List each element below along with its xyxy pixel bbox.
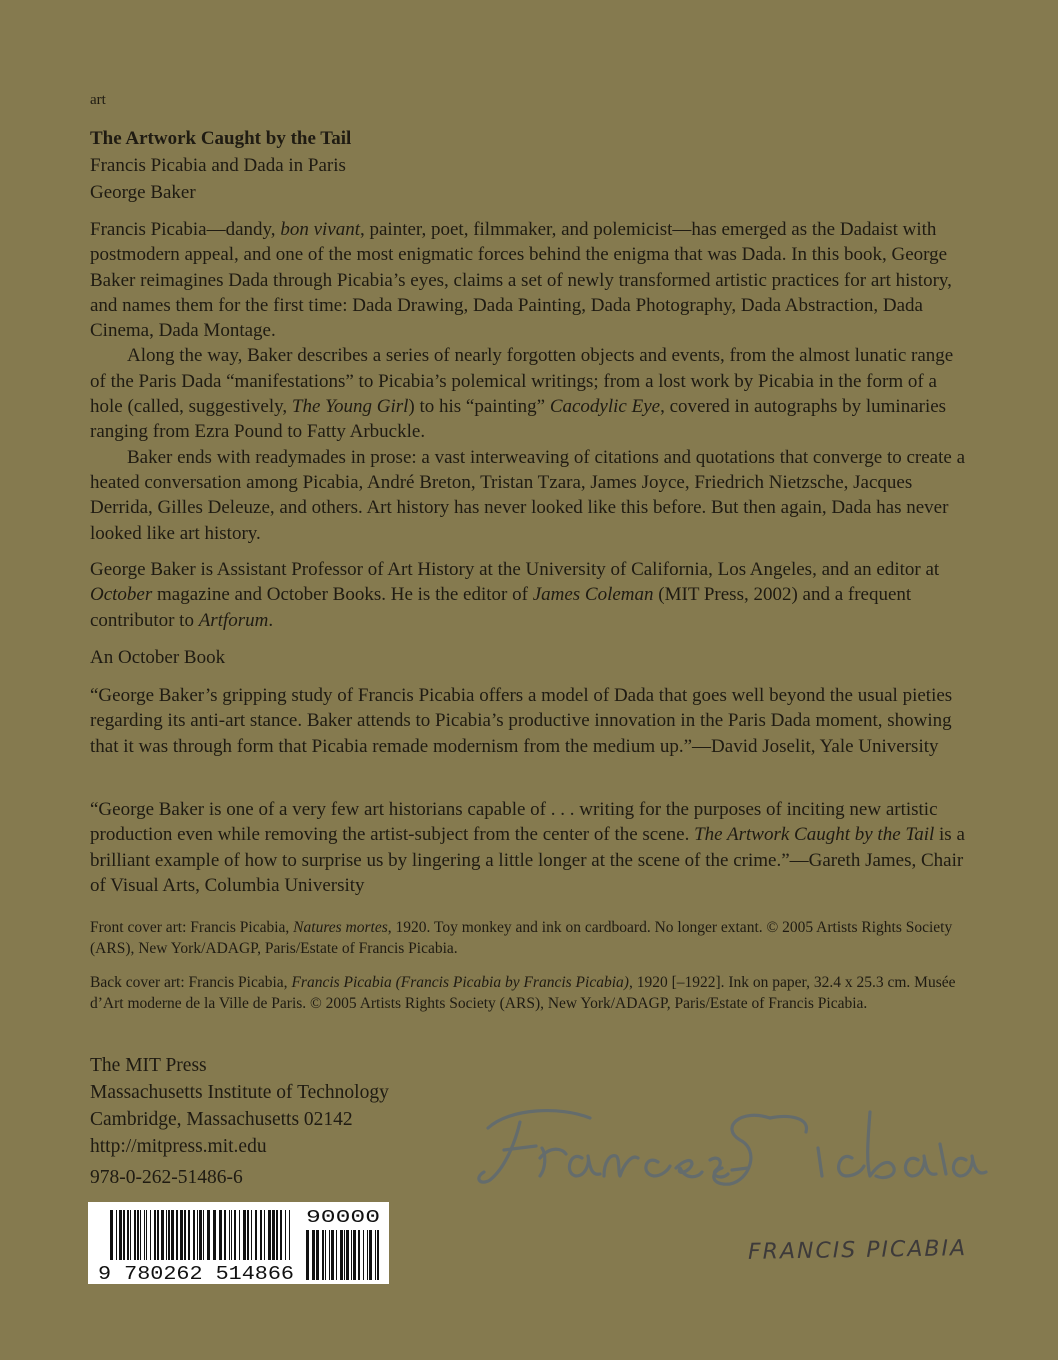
barcode-bar [168, 1210, 170, 1260]
front-cover-credit: Front cover art: Francis Picabia, Natures mortes, 1920. Toy monkey and ink on cardboard. No longer extant. © 2005 Artists Rights Society (ARS), New York/ADAGP, Paris/Estate of Francis Picabia. [90, 919, 953, 957]
barcode-bar [203, 1210, 204, 1260]
barcode-bar [134, 1210, 136, 1260]
barcode-bar [353, 1230, 356, 1280]
barcode-addon-digits: 90000 [306, 1208, 380, 1228]
barcode-bar [150, 1210, 151, 1260]
barcode-bar [243, 1210, 246, 1260]
barcode-bar [340, 1230, 343, 1280]
isbn-number: 978-0-262-51486-6 [90, 1167, 243, 1188]
barcode-bar [116, 1210, 117, 1260]
barcode-bar [146, 1210, 147, 1260]
barcode-bar [344, 1230, 345, 1280]
barcode-bar [280, 1210, 282, 1260]
barcode-bar [336, 1230, 337, 1280]
barcode-bar [110, 1210, 113, 1260]
barcode-bar [119, 1210, 122, 1260]
series-name: An October Book [90, 647, 226, 668]
barcode-bar [176, 1210, 178, 1260]
barcode-bar [351, 1230, 352, 1280]
barcode-bar [144, 1210, 145, 1260]
barcode-digits: 9 780262 514866 [98, 1263, 294, 1284]
barcode-bar [154, 1210, 156, 1260]
barcode-bar [306, 1230, 309, 1280]
handwritten-signature [470, 1088, 990, 1208]
barcode-bar [346, 1230, 349, 1280]
description-paragraph-1: Francis Picabia—dandy, bon vivant, painter, poet, filmmaker, and polemicist—has emerged as the Dadaist with postmodern appeal, and one of the most enigmatic forces behind the enigma that was Dada. In this book, George Baker reimagines Dada through Picabia’s eyes, claims a set of newly transformed artistic practices for art history, and names them for the first time: Dada Drawing, Dada Painting, Dada Photography, Dada Abstraction, Dada Cinema, Dada Montage. [90, 219, 952, 342]
barcode [88, 1202, 389, 1284]
barcode-bar [375, 1230, 376, 1280]
category-label: art [90, 92, 106, 108]
barcode-bar [219, 1210, 222, 1260]
barcode-bar [268, 1210, 271, 1260]
barcode-bar [213, 1210, 216, 1260]
barcode-bar [166, 1210, 167, 1260]
barcode-bar [207, 1210, 210, 1260]
barcode-bar [239, 1210, 240, 1260]
book-title: The Artwork Caught by the Tail [90, 128, 352, 149]
barcode-bar [312, 1230, 315, 1280]
barcode-bar [157, 1210, 159, 1260]
barcode-bar [199, 1210, 202, 1260]
publisher-institution: Massachusetts Institute of Technology [90, 1082, 389, 1103]
barcode-graphic [88, 1202, 389, 1284]
barcode-bar [188, 1210, 190, 1260]
barcode-bar [137, 1210, 139, 1260]
barcode-bar [130, 1210, 131, 1260]
barcode-bar [377, 1230, 379, 1280]
barcode-bar [180, 1210, 183, 1260]
book-description [90, 217, 965, 546]
barcode-bar [260, 1210, 262, 1260]
printed-signature: FRANCIS PICABIA [747, 1236, 968, 1265]
barcode-bar [289, 1210, 290, 1260]
description-paragraph-3: Baker ends with readymades in prose: a vast interweaving of citations and quotations that converge to create a heated conversation among Picabia, André Breton, Tristan Tzara, James Joyce, Friedrich Nietzsche, Jacques Derrida, Gilles Deleuze, and others. Art history has never looked like this before. But then again, Dada has never looked like art history. [90, 446, 966, 544]
barcode-bar [127, 1210, 129, 1260]
barcode-bar [285, 1210, 286, 1260]
barcode-bars [110, 1210, 290, 1260]
blurb-james: “George Baker is one of a very few art historians capable of . . . writing for the purposes of inciting new artistic production even while removing the artist-subject from the center of the scene. The Artwork Caught by the Tail is a brilliant example of how to surprise us by lingering a little longer at the scene of the crime.”—Gareth James, Chair of Visual Arts, Columbia University [90, 799, 965, 896]
barcode-bar [161, 1210, 164, 1260]
barcode-bar [193, 1210, 195, 1260]
barcode-bar [231, 1210, 232, 1260]
barcode-bar [234, 1210, 236, 1260]
barcode-bar [255, 1210, 257, 1260]
publisher-url: http://mitpress.mit.edu [90, 1136, 267, 1157]
description-paragraph-2: Along the way, Baker describes a series of nearly forgotten objects and events, from the almost lunatic range of the Paris Dada “manifestations” to Picabia’s polemical writings; from a lost work by Picabia in the form of a hole (called, suggestively, The Young Girl) to his “painting” Cacodylic Eye, covered in autographs by luminaries ranging from Ezra Pound to Fatty Arbuckle. [90, 345, 954, 443]
barcode-bar [272, 1210, 275, 1260]
barcode-bar [369, 1230, 372, 1280]
barcode-bar [331, 1230, 334, 1280]
barcode-bar [358, 1230, 360, 1280]
publisher-city: Cambridge, Massachusetts 02142 [90, 1109, 353, 1130]
barcode-bar [276, 1210, 278, 1260]
book-author: George Baker [90, 182, 196, 203]
barcode-bar [264, 1210, 265, 1260]
barcode-bar [329, 1230, 330, 1280]
barcode-bar [247, 1210, 249, 1260]
barcode-bar [251, 1210, 252, 1260]
author-bio: George Baker is Assistant Professor of Art History at the University of California, Los Angeles, and an editor at October magazine and October Books. He is the editor of James Coleman (MIT Press, 2002) and a frequent contributor to Artforum. [90, 559, 940, 631]
barcode-bar [325, 1230, 326, 1280]
barcode-bar [140, 1210, 141, 1260]
barcode-bar [123, 1210, 125, 1260]
barcode-addon-bars [306, 1230, 379, 1280]
barcode-bar [316, 1230, 319, 1280]
barcode-bar [229, 1210, 230, 1260]
back-cover-credit: Back cover art: Francis Picabia, Francis Picabia (Francis Picabia by Francis Picabia), 1920 [–1922]. Ink on paper, 32.4 x 25.3 cm. Musée d’Art moderne de la Ville de Paris. © 2005 Artists Rights Society (ARS), New York/ADAGP, Paris/Estate of Francis Picabia. [90, 974, 956, 1012]
barcode-bar [184, 1210, 186, 1260]
publisher-address [90, 1052, 389, 1160]
barcode-bar [367, 1230, 368, 1280]
barcode-bar [197, 1210, 198, 1260]
barcode-bar [322, 1230, 324, 1280]
barcode-bar [363, 1230, 364, 1280]
blurb-joselit: “George Baker’s gripping study of Francis Picabia offers a model of Dada that goes well beyond the usual pieties regarding its anti-art stance. Baker attends to Picabia’s productive innovation in the Paris Dada moment, showing that it was through form that Picabia remade modernism from the medium up.”—David Joselit, Yale University [90, 685, 953, 757]
barcode-bar [171, 1210, 174, 1260]
book-subtitle: Francis Picabia and Dada in Paris [90, 155, 346, 176]
title-block [90, 125, 351, 206]
publisher-name: The MIT Press [90, 1055, 207, 1076]
barcode-bar [224, 1210, 226, 1260]
